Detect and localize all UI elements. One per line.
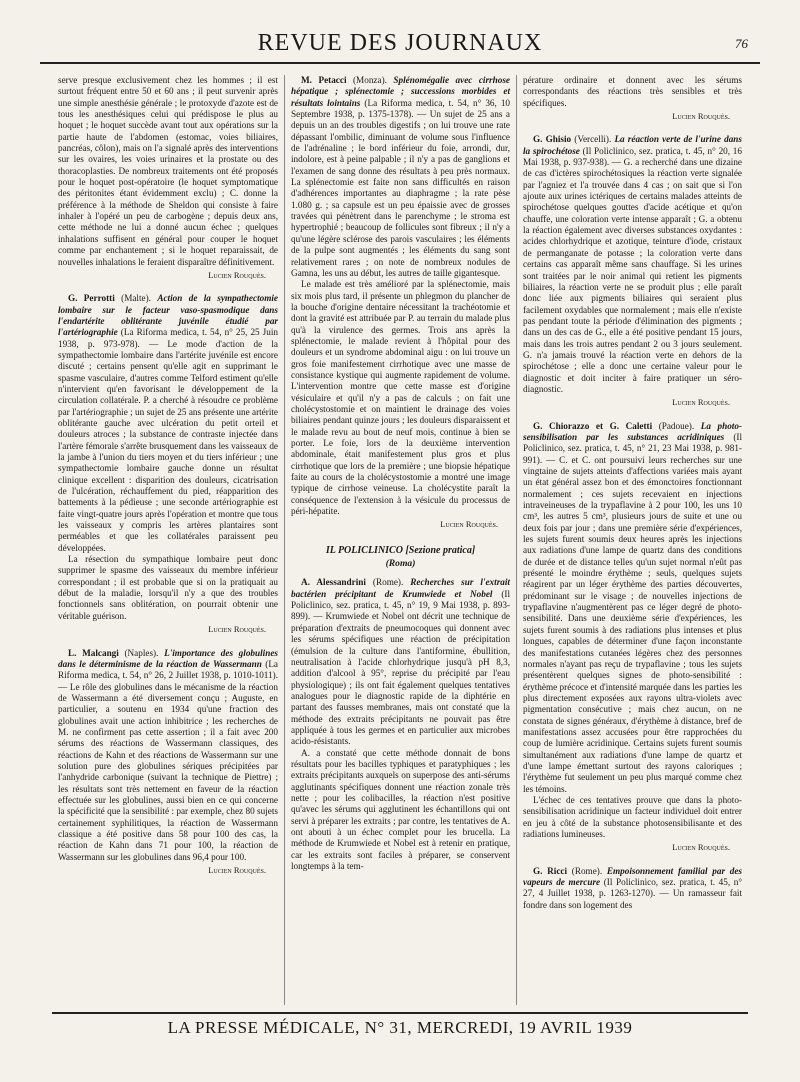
article-title: Action de la sympathectomie lombaire sur le facteur vaso-spasmodique dans l'endartérite oblitérante juvénile étudié par l'artériographie	[58, 293, 278, 338]
author-signature: Lucien Rouquès.	[672, 842, 730, 853]
author-signature: Lucien Rouquès.	[208, 269, 266, 280]
article-title: L'importance des globulines dans le déterminisme de la réaction de Wassermann	[58, 647, 278, 669]
author-signature: Lucien Rouquès.	[208, 865, 266, 876]
article-reference: (La Riforma medica, t. 54, n° 25, 25 Juin 1938, p. 973-978). —	[58, 327, 278, 349]
journal-section-place: (Roma)	[385, 558, 416, 570]
column-3	[516, 75, 748, 1005]
article-paragraph: Le malade est très amélioré par la splénectomie, mais six mois plus tard, il présente un phlegmon du plancher de la bouche d'origine dentaire nécessitant la trachéotomie et dont la gravité est attribuée par P. au terrain du malade plus qu'à la virulence des germes. Trois ans après la splénectomie, le malade revient à l'hôpital pour des douleurs et un syndrome abdominal aigu : on lui trouve un gros foie manifestement cirrhotique avec une masse de consistance kystique qui augmente rapidement de volume. L'intervention montre que cette masse est d'origine vésiculaire et qu'il n'y a pas de calculs ; on fait une cholécystostomie et on maintient le drainage des voies biliaires pendant quinze jours ; les douleurs disparaissent et le malade revu au bout de neuf mois, continue à bien se porter. Le foie, lors de la deuxième intervention abdominale, était manifestement plus gros et plus cirrhotique que lors de la première ; une biopsie hépatique faite au cours de la cholécystostomie a montré une image typique de cirrhose veineuse. La cholécystite paraît la conséquence de l'extension à la vésicule du processus de péri-hépatite.	[291, 279, 510, 517]
article-author: G. Ghisio	[533, 134, 572, 145]
page-header	[40, 30, 760, 64]
author-signature: Lucien Rouquès.	[440, 519, 498, 530]
article-reference: (Il Policlinico, sez. pratica, t. 45, n° 20, 16 Mai 1938, p. 937-938). —	[523, 145, 742, 168]
article-paragraph: L'échec de ces tentatives prouve que dans la photo-sensibilisation acridinique un facteur individuel doit entrer en jeu à côté de la substance photosensibilisante et des radiations lumineuses.	[523, 794, 742, 839]
article-author: G. Ricci	[533, 865, 568, 876]
article-title: Splénomégalie avec cirrhose hépatique ; splénectomie ; successions morbides et résultats lointains	[291, 75, 510, 108]
journal-section-title: REVUE DES JOURNAUX	[257, 30, 543, 56]
page-footer: LA PRESSE MÉDICALE, N° 31, MERCREDI, 19 AVRIL 1939	[52, 1012, 748, 1038]
article-petacci: M. Petacci (Monza). Splénomégalie avec cirrhose hépatique ; splénectomie ; successions morbides et résultats lointains (La Riforma medica, t. 54, n° 36, 10 Septembre 1938, p. 1375-1378). — Un sujet de 25 ans a depuis un an des troubles digestifs ; on lui trouve une rate dépassant l'ombilic, diminuant de volume sous l'influence de l'adrénaline ; le bord inférieur du foie, arrondi, dur, indolore, est à peine palpable ; il n'y a pas de ganglions et l'examen de sang donne des résultats à peu près normaux. La splénectomie est faite non sans difficultés en raison d'adhérences importantes au diaphragme ; la rate pèse 1.080 g. ; sa capsule est un peu épaissie avec de grosses travées qui pénètrent dans le parenchyme ; le stroma est hypertrophié ; beaucoup de follicules sont fibreux ; il n'y a qu'une légère sclérose des parois vasculaires ; les éléments de la pulpe sont augmentés ; les éléments du sang sont relativement rares ; on note de nombreux nodules de Gamna, les uns au début, les autres de taille gigantesque.	[291, 75, 511, 278]
article-reference: (La Riforma medica, t. 54, n° 36, 10 Septembre 1938, p. 1375-1378). —	[291, 97, 511, 120]
article-author: G. Chiorazzo et G. Caletti	[533, 420, 653, 431]
article-malcangi: L. Malcangi (Naples). L'importance des globulines dans le déterminisme de la réaction de Wassermann (La Riforma medica, t. 54, n° 26, 2 Juillet 1938, p. 1010-1011). — Le rôle des globulines dans le mécanisme de la réaction de Wassermann a été diversement conçu ; Auguste, en particulier, a soutenu en 1934 qu'une fraction des globulines avait une action inhibitrice ; les recherches de M. ne confirment pas cette assertion ; il a fait avec 200 sérums des réactions de Wassermann classiques, des réactions de Kahn et des réactions de Wassermann sur une solution pure des globulines sériques précipitées par l'anhydride carbonique (suivant la technique de Piettre) ; les résultats sont très nettement en faveur de la réaction effectuée sur les globulines, aussi bien en ce qui concerne la spécificité que la sensibilité : par exemple, chez 80 sujets certainement syphilitiques, la réaction de Wassermann classique a été positive dans 58 pour 100 des cas, la réaction de Kahn dans 71 pour 100, la réaction de Wassermann sur les globulines dans 96,4 pour 100.	[58, 647, 279, 862]
article-reference: (Il Policlinico, sez. pratica, t. 45, n° 21, 23 Mai 1938, p. 981-991). —	[523, 431, 742, 465]
article-alessandrini: A. Alessandrini (Rome). Recherches sur l'extrait bactérien précipitant de Krumwiede et Nobel (Il Policlinico, sez. pratica, t. 45, n° 19, 9 Mai 1938, p. 893-899). — Krumwiede et Nobel ont décrit une technique de préparation d'extraits de pneumocoques qui donnent avec les sérums spécifiques une réaction de précipitation (émulsion de la culture dans l'antiformine, ébullition, neutralisation à l'acide chlorhydrique jusqu'à pH 8,3, addition d'alcool à 95°, reprise du précipité par l'eau physiologique) ; ils ont fait également quelques tentatives analogues pour le diagnostic rapide de la diphtérie en partant des fausses membranes, mais ont constaté que la méthode des extraits précipitants ne pouvait pas être appliquée à tous les germes et en particulier aux microbes acido-résistants.	[291, 577, 510, 747]
article-reference: (La Riforma medica, t. 54, n° 26, 2 Juillet 1938, p. 1010-1011). —	[58, 658, 279, 692]
article-title: La photo-sensibilisation par les substances acridiniques	[523, 420, 742, 442]
author-signature: Lucien Rouquès.	[672, 397, 730, 408]
author-signature: Lucien Rouquès.	[672, 111, 730, 122]
author-signature: Lucien Rouquès.	[208, 624, 266, 635]
article-perrotti: G. Perrotti (Malte). Action de la sympathectomie lombaire sur le facteur vaso-spasmodique dans l'endartérite oblitérante juvénile étudié par l'artériographie (La Riforma medica, t. 54, n° 25, 25 Juin 1938, p. 973-978). — Le mode d'action de la sympathectomie lombaire dans l'artérite juvénile est encore discuté ; certains pensent qu'elle agit en supprimant le spasme vasculaire, d'autres comme Telford estiment qu'elle n'intervient qu'en favorisant le développement de la circulation collatérale. P. a cherché à résoudre ce problème par l'artériographie ; un sujet de 25 ans présente une artérite oblitérante gauche avec ulcération du petit orteil et douleurs atroces ; la substance de contraste injectée dans l'artère fémorale s'arrête brusquement dans les vaisseaux de la jambe à l'union du tiers moyen et du tiers inférieur ; une sympathectomie lombaire gauche donne un résultat clinique excellent : disparition des douleurs, cicatrisation de l'ulcération, réchauffement du pied, réapparition des battements à la pédieuse ; une seconde artériographie est faite vingt-quatre jours après l'opération et montre que tous les vaisseaux y compris les artères plantaires sont perméables et que les collatérales paraissent peu développées.	[58, 293, 278, 553]
article-author: M. Petacci	[301, 75, 347, 85]
article-author: A. Alessandrini	[301, 577, 366, 588]
article-title: Empoisonnement familial par des vapeurs de mercure	[523, 865, 742, 888]
column-2	[284, 75, 516, 1005]
article-ricci: G. Ricci (Rome). Empoisonnement familial par des vapeurs de mercure (Il Policlinico, sez. pratica, t. 45, n° 27, 4 Juillet 1938, p. 1263-1270). — Un ramasseur fait fondre dans son logement des	[523, 865, 743, 910]
article-paragraph: A. a constaté que cette méthode donnait de bons résultats pour les bacilles typhiques et paratyphiques ; les extraits précipitants auxquels on superpose des anti-sérums agglutinants spécifiques donnent une réaction zonale très nette ; pour les colibacilles, la réaction n'est positive qu'avec les sérums qui agglutinent les échantillons qui ont servi à préparer les extraits ; par contre, les tentatives de A. ont abouti à un échec complet pour les brucella. La méthode de Krumwiede et Nobel est à retenir en pratique, car les extraits sont faciles à préparer, se conservent longtemps à la tem-	[291, 747, 510, 872]
article-title: Recherches sur l'extrait bactérien précipitant de Krumwiede et Nobel	[291, 577, 510, 599]
article-columns	[52, 75, 748, 1005]
article-reference: (Il Policlinico, sez. pratica, t. 45, n° 27, 4 Juillet 1938, p. 1263-1270). —	[523, 877, 743, 899]
article-continuation: pérature ordinaire et donnent avec les sérums correspondants des réactions très sensibles et très spécifiques.	[523, 75, 742, 108]
article-author: L. Malcangi	[68, 647, 119, 658]
article-chiorazzo-caletti: G. Chiorazzo et G. Caletti (Padoue). La photo-sensibilisation par les substances acridiniques (Il Policlinico, sez. pratica, t. 45, n° 21, 23 Mai 1938, p. 981-991). — C. et C. ont poursuivi leurs recherches sur une vingtaine de sujets atteints d'affections variées mais ayant un état général assez bon et des émonctoires fonctionnant normalement ; ces sujets recevaient en injections intraveineuses de la trypaflavine à 2 pour 100, les uns 10 cm³, les autres 5 cm³, plusieurs jours de suite et une ou deux fois par jour ; dans une première série d'expériences, les sujets furent soumis deux heures après les injections aux radiations d'une lampe de quartz dans des conditions de durée et de distance telles qu'un sujet normal n'eût pas présenté le moindre érythème ; seuls, quelques sujets réagirent par un léger érythème des parties découvertes, prédominant sur le visage ; de nouvelles injections de trypaflavine n'augmentèrent pas ce léger degré de photo-sensibilité. Dans une deuxième série d'expériences, les sujets furent soumis à des radiations plus intenses et plus longues, capables de déterminer d'une façon inconstante des manifestations cutanées légères chez des personnes normales n'ayant pas reçu de trypaflavine ; tous les sujets présentèrent quelques signes de photo-sensibilité : érythème précoce et d'intensité marquée dans les parties les plus directement exposées aux rayons ultra-violets avec pigmentation consécutive ; mais chez aucun, on ne constata de signes généraux, d'érythème à distance, bref de manifestations assez accusées pour être rapprochées du coup de lumière acridinique. Certains sujets furent soumis simultanément aux radiations d'une lampe de quartz et d'une lampe émettant surtout des rayons caloriques ; l'érythème fut seulement un peu plus marqué comme chez les témoins.	[523, 420, 742, 794]
article-title: La réaction verte de l'urine dans la spirochétose	[523, 134, 742, 156]
article-author: G. Perrotti	[68, 293, 115, 304]
page-number: 76	[735, 36, 748, 51]
article-ghisio: G. Ghisio (Vercelli). La réaction verte de l'urine dans la spirochétose (Il Policlinico, sez. pratica, t. 45, n° 20, 16 Mai 1938, p. 937-938). — G. a recherché dans une dizaine de cas d'ictères spirochétosiques la réaction verte signalée par l'agniez et l'a trouvée dans 4 cas ; on sait que si l'on ajoute aux urines ictériques de certains malades atteints de spirochétose quelques gouttes d'acide acétique et qu'on chauffe, une coloration verte intense apparaît ; G. a obtenu la réaction également avec diverses substances oxydantes : acides chlorhydrique et azotique, teinture d'iode, cristaux de permanganate de potasse ; la coloration verte dans certains cas apparaît même sans chauffage. Si les urines sont traitées par le noir animal qui retient les pigments biliaires, la réaction verte ne se produit plus ; elle paraît donc liée aux pigments biliaires qui seraient plus facilement oxydables que normalement ; mais elle n'existe pas pendant toute la période d'élimination des pigments ; dans un des cas de G., elle a été positive pendant 15 jours, mais dans les trois autres pendant 2 ou 3 jours seulement. G. n'a jamais trouvé la réaction verte en dehors de la spirochétose ; elle a donc une certaine valeur pour le diagnostic et doit inciter à faire pratiquer un séro-diagnostic.	[523, 134, 742, 394]
article-paragraph: La résection du sympathique lombaire peut donc supprimer le spasme des vaisseaux du membre inférieur correspondant ; il est probable que si on la pratiquait au début de la maladie, lorsqu'il n'y a que des troubles fonctionnels sans oblitération, on pourrait obtenir une véritable guérison.	[58, 554, 278, 621]
column-1	[52, 75, 284, 1005]
article-continuation: serve presque exclusivement chez les hommes ; il est surtout fréquent entre 50 et 60 ans ; il peut survenir après une simple anesthésie générale ; le protoxyde d'azote est de tous les anesthésiques celui qui prédispose le plus au hoquet ; le hoquet succède avant tout aux opérations sur la partie haute de l'abdomen (estomac, voies biliaires, pancréas, côlon), mais on l'a signalé après des interventions sur les ovaires, les voies urinaires et la prostate ou des thoracoplasties. De nombreux traitements ont été proposés pour le hoquet post-opératoire (le hoquet symptomatique des péritonites étant évidemment exclu) ; C. donne la préférence à la méthode de Sheldon qui consiste à faire inhaler à l'opéré un peu de carbogène ; depuis deux ans, cette méthode ne lui a donné aucun échec ; quelques inhalations suffisent en général pour couper le hoquet comme par enchantement ; si le hoquet reparaissait, de nouvelles inhalations le feraient disparaître définitivement.	[58, 75, 278, 267]
article-reference: (Il Policlinico, sez. pratica, t. 45, n° 19, 9 Mai 1938, p. 893-899). —	[291, 588, 510, 622]
journal-section-heading: IL POLICLINICO [Sezione pratica]	[325, 544, 476, 556]
